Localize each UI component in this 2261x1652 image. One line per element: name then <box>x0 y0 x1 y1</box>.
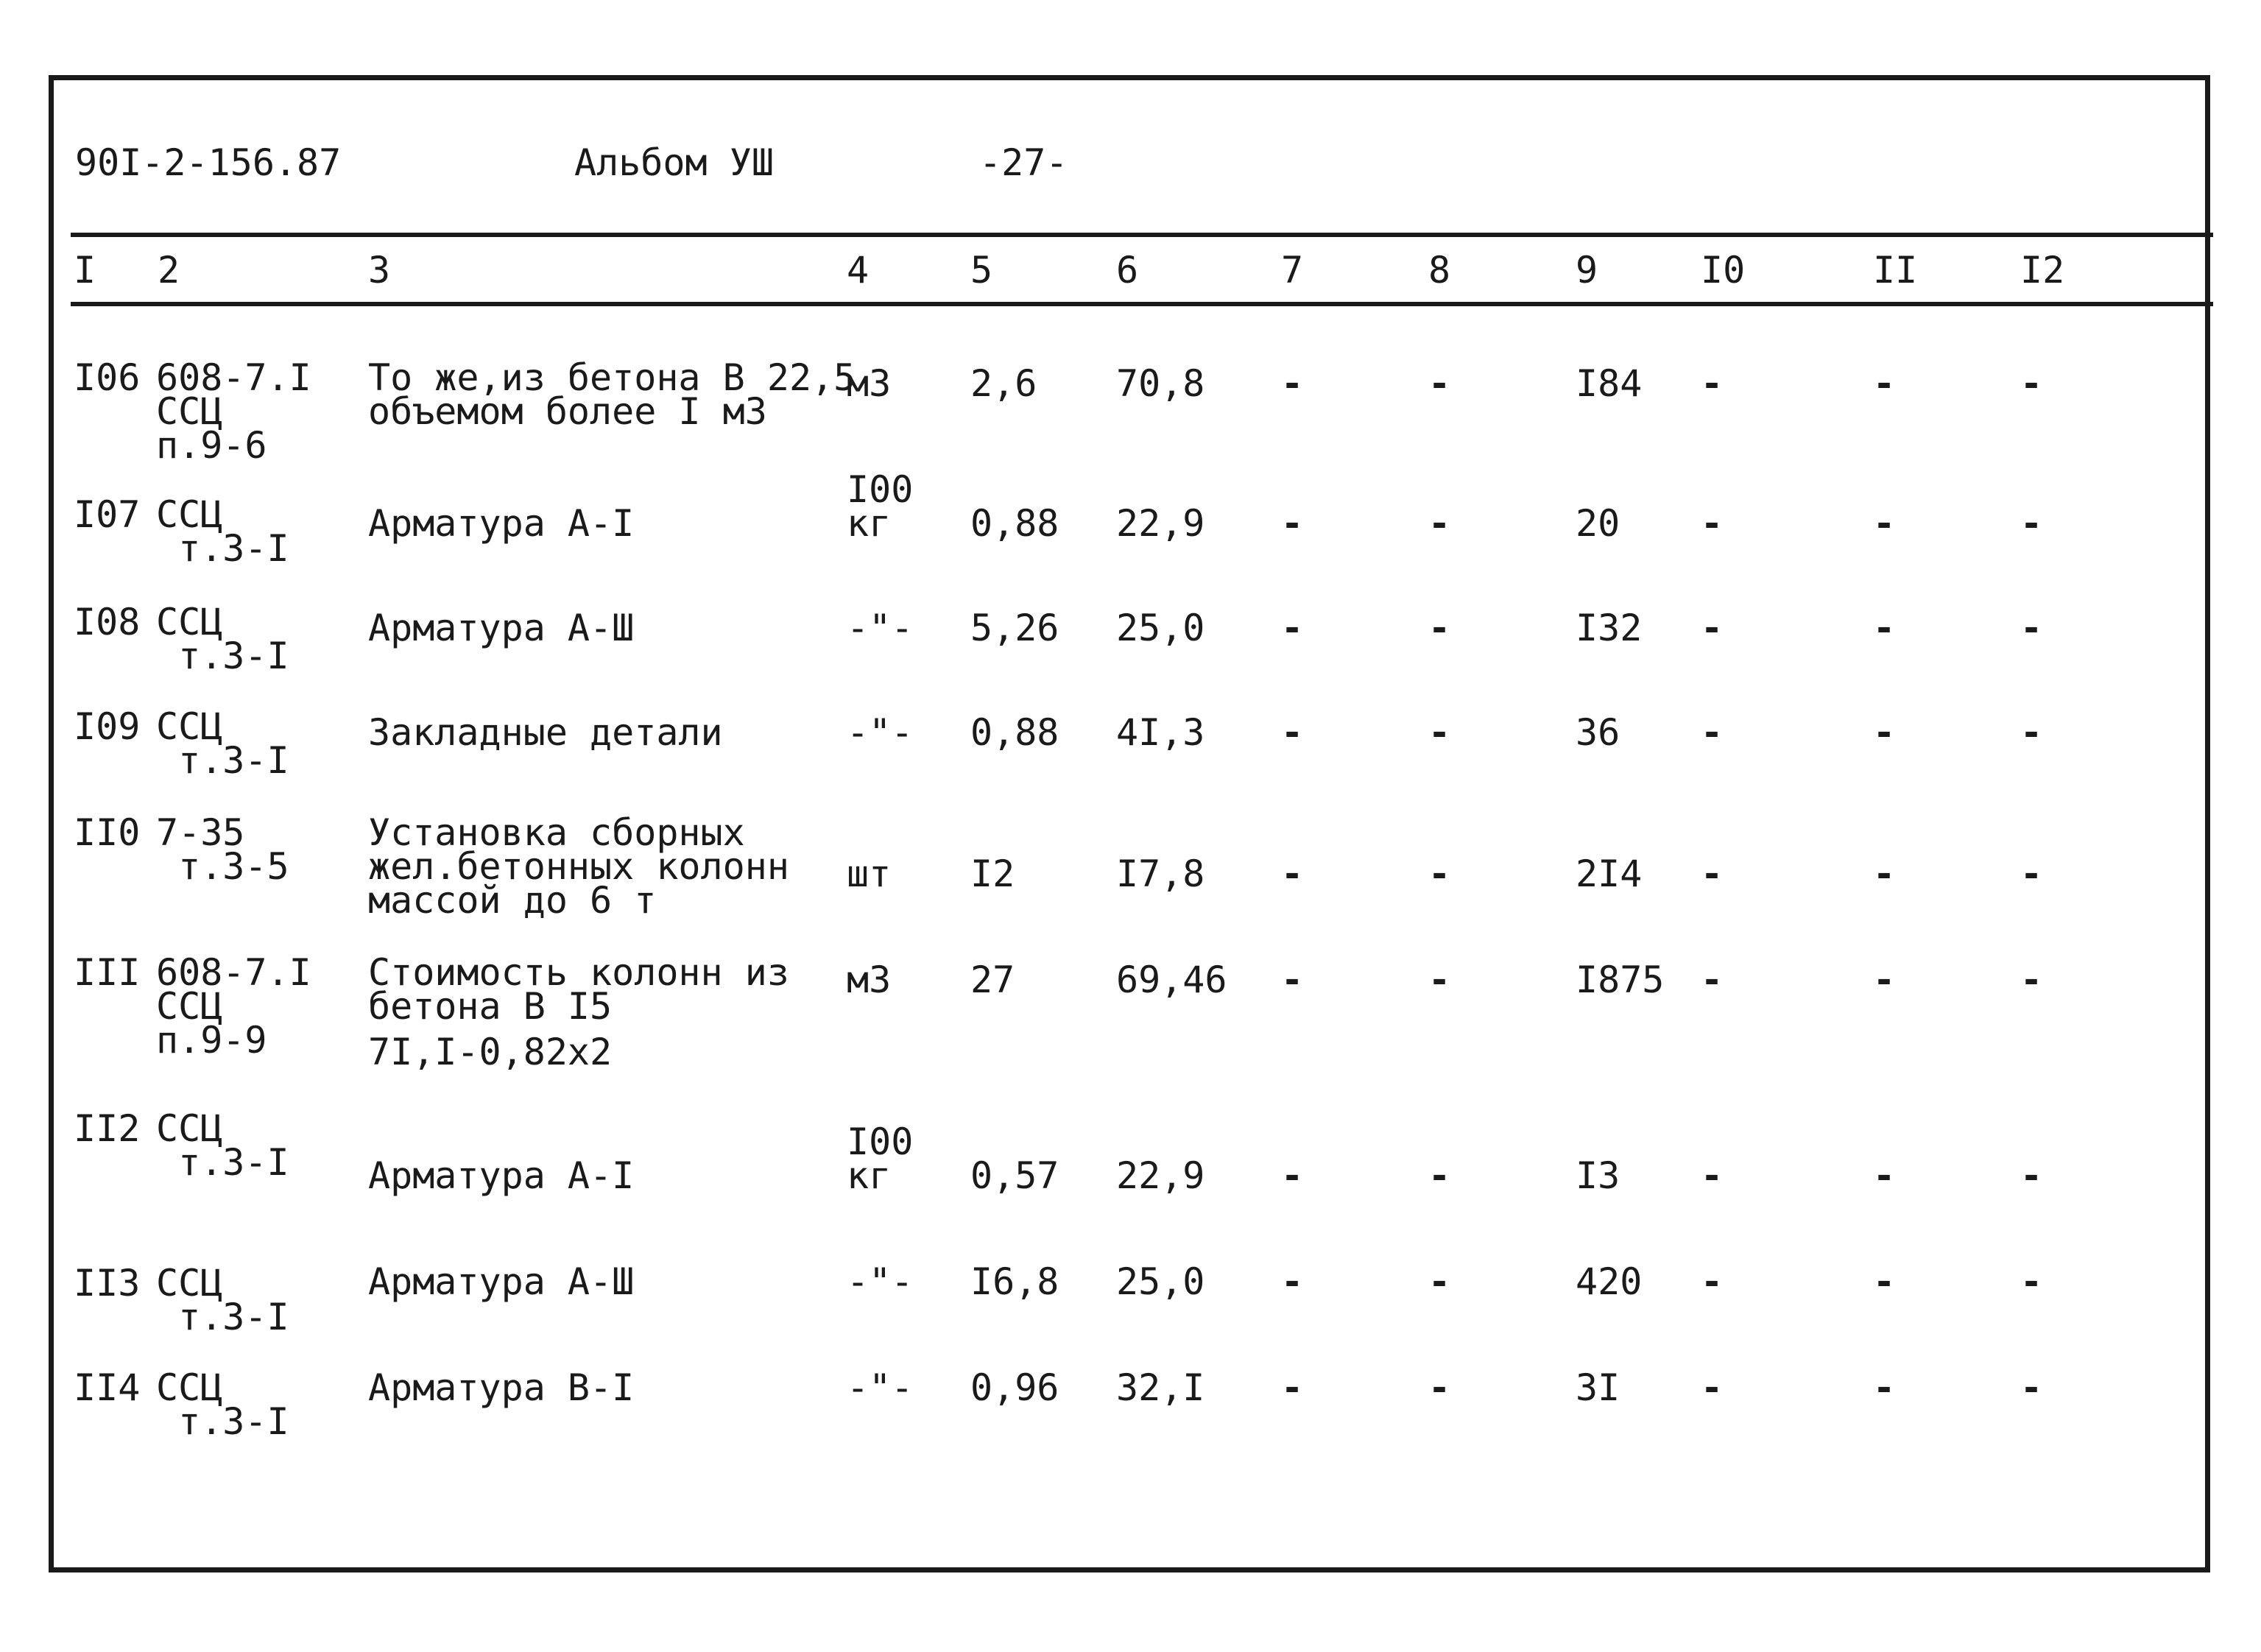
value-col-12: - <box>2020 1366 2043 1409</box>
work-description: Арматура А-Ш <box>368 607 635 649</box>
value-col-9: I875 <box>1576 959 1665 1001</box>
norm-code: ССЦ т.3-I <box>156 1366 289 1443</box>
value-col-5: 0,57 <box>970 1154 1059 1197</box>
col-4-number: 4 <box>847 249 870 292</box>
work-description: Арматура В-I <box>368 1366 635 1409</box>
work-description: То же,из бетона В 22,5 объемом более I м3 <box>368 356 856 433</box>
value-col-12: - <box>2020 1260 2043 1303</box>
row-number: III <box>74 951 141 994</box>
row-number: II4 <box>74 1366 141 1409</box>
value-col-10: - <box>1701 853 1724 895</box>
value-col-6: 69,46 <box>1116 959 1227 1001</box>
value-col-10: - <box>1701 711 1724 754</box>
value-col-7: - <box>1281 362 1304 405</box>
value-col-5: 2,6 <box>970 362 1037 405</box>
norm-code: 608-7.I ССЦ п.9-6 <box>156 356 311 467</box>
work-description: Арматура А-Ш <box>368 1260 635 1303</box>
value-col-10: - <box>1701 1260 1724 1303</box>
col-1-number: I <box>74 249 96 292</box>
value-col-11: - <box>1873 959 1896 1001</box>
value-col-11: - <box>1873 1260 1896 1303</box>
col-6-number: 6 <box>1116 249 1139 292</box>
value-col-5: 0,88 <box>970 502 1059 545</box>
row-number: I08 <box>74 601 141 643</box>
value-col-10: - <box>1701 1366 1724 1409</box>
value-col-6: 22,9 <box>1116 1154 1205 1197</box>
value-col-5: 5,26 <box>970 607 1059 649</box>
unit: -"- <box>847 607 914 649</box>
value-col-5: 0,88 <box>970 711 1059 754</box>
value-col-6: 32,I <box>1116 1366 1205 1409</box>
unit: -"- <box>847 1366 914 1409</box>
value-col-7: - <box>1281 853 1304 895</box>
unit: I00 кг <box>847 468 914 545</box>
value-col-8: - <box>1428 711 1451 754</box>
value-col-11: - <box>1873 711 1896 754</box>
value-col-9: 2I4 <box>1576 853 1643 895</box>
value-col-10: - <box>1701 959 1724 1001</box>
header-rule-top <box>71 233 2213 237</box>
norm-code: ССЦ т.3-I <box>156 1262 289 1338</box>
value-col-8: - <box>1428 853 1451 895</box>
value-col-10: - <box>1701 362 1724 405</box>
value-col-7: - <box>1281 711 1304 754</box>
value-col-7: - <box>1281 502 1304 545</box>
unit: -"- <box>847 711 914 754</box>
norm-code: ССЦ т.3-I <box>156 705 289 782</box>
value-col-5: 0,96 <box>970 1366 1059 1409</box>
header-rule-bottom <box>71 302 2213 306</box>
work-description: Арматура А-I <box>368 1154 635 1197</box>
norm-code: 608-7.I ССЦ п.9-9 <box>156 951 311 1062</box>
value-col-5: I6,8 <box>970 1260 1059 1303</box>
value-col-8: - <box>1428 1260 1451 1303</box>
col-12-number: I2 <box>2020 249 2065 292</box>
value-col-7: - <box>1281 1154 1304 1197</box>
work-description: Стоимость колонн из бетона В I5 <box>368 951 789 1028</box>
value-col-6: 4I,3 <box>1116 711 1205 754</box>
unit: шт <box>847 853 892 895</box>
col-7-number: 7 <box>1281 249 1304 292</box>
value-col-11: - <box>1873 1366 1896 1409</box>
value-col-8: - <box>1428 502 1451 545</box>
value-col-7: - <box>1281 959 1304 1001</box>
norm-code: 7-35 т.3-5 <box>156 811 289 888</box>
value-col-6: 25,0 <box>1116 607 1205 649</box>
value-col-6: 70,8 <box>1116 362 1205 405</box>
col-8-number: 8 <box>1428 249 1451 292</box>
value-col-6: 22,9 <box>1116 502 1205 545</box>
work-description: Арматура А-I <box>368 502 635 545</box>
col-11-number: II <box>1873 249 1918 292</box>
value-col-8: - <box>1428 362 1451 405</box>
value-col-11: - <box>1873 853 1896 895</box>
col-3-number: 3 <box>368 249 391 292</box>
value-col-9: 420 <box>1576 1260 1643 1303</box>
value-col-9: I84 <box>1576 362 1643 405</box>
value-col-10: - <box>1701 502 1724 545</box>
row-number: I06 <box>74 356 141 399</box>
value-col-12: - <box>2020 853 2043 895</box>
value-col-12: - <box>2020 502 2043 545</box>
row-number: II0 <box>74 811 141 854</box>
value-col-9: I32 <box>1576 607 1643 649</box>
unit: -"- <box>847 1260 914 1303</box>
row-number: II2 <box>74 1107 141 1150</box>
value-col-7: - <box>1281 1260 1304 1303</box>
work-description: Установка сборных жел.бетонных колонн массой до 6 т <box>368 811 789 922</box>
col-10-number: I0 <box>1701 249 1746 292</box>
value-col-10: - <box>1701 607 1724 649</box>
value-col-6: 25,0 <box>1116 1260 1205 1303</box>
norm-code: ССЦ т.3-I <box>156 1107 289 1184</box>
calc-note: 7I,I-0,82x2 <box>368 1031 613 1073</box>
value-col-11: - <box>1873 502 1896 545</box>
value-col-7: - <box>1281 607 1304 649</box>
unit: I00 кг <box>847 1120 914 1197</box>
value-col-6: I7,8 <box>1116 853 1205 895</box>
value-col-5: 27 <box>970 959 1015 1001</box>
value-col-12: - <box>2020 607 2043 649</box>
value-col-12: - <box>2020 959 2043 1001</box>
unit: м3 <box>847 362 892 405</box>
value-col-11: - <box>1873 607 1896 649</box>
value-col-10: - <box>1701 1154 1724 1197</box>
value-col-12: - <box>2020 711 2043 754</box>
value-col-9: 20 <box>1576 502 1620 545</box>
value-col-8: - <box>1428 1154 1451 1197</box>
value-col-12: - <box>2020 1154 2043 1197</box>
unit: м3 <box>847 959 892 1001</box>
value-col-9: 36 <box>1576 711 1620 754</box>
col-5-number: 5 <box>970 249 993 292</box>
value-col-8: - <box>1428 1366 1451 1409</box>
page-number: -27- <box>979 141 1068 184</box>
album-title: Альбом УШ <box>574 141 774 184</box>
row-number: II3 <box>74 1262 141 1305</box>
value-col-8: - <box>1428 607 1451 649</box>
doc-code: 90I-2-156.87 <box>75 141 342 184</box>
value-col-11: - <box>1873 1154 1896 1197</box>
norm-code: ССЦ т.3-I <box>156 601 289 677</box>
row-number: I07 <box>74 493 141 536</box>
col-9-number: 9 <box>1576 249 1598 292</box>
work-description: Закладные детали <box>368 711 723 754</box>
value-col-9: I3 <box>1576 1154 1620 1197</box>
value-col-12: - <box>2020 362 2043 405</box>
value-col-5: I2 <box>970 853 1015 895</box>
row-number: I09 <box>74 705 141 748</box>
value-col-9: 3I <box>1576 1366 1620 1409</box>
norm-code: ССЦ т.3-I <box>156 493 289 570</box>
value-col-8: - <box>1428 959 1451 1001</box>
col-2-number: 2 <box>158 249 180 292</box>
value-col-11: - <box>1873 362 1896 405</box>
value-col-7: - <box>1281 1366 1304 1409</box>
